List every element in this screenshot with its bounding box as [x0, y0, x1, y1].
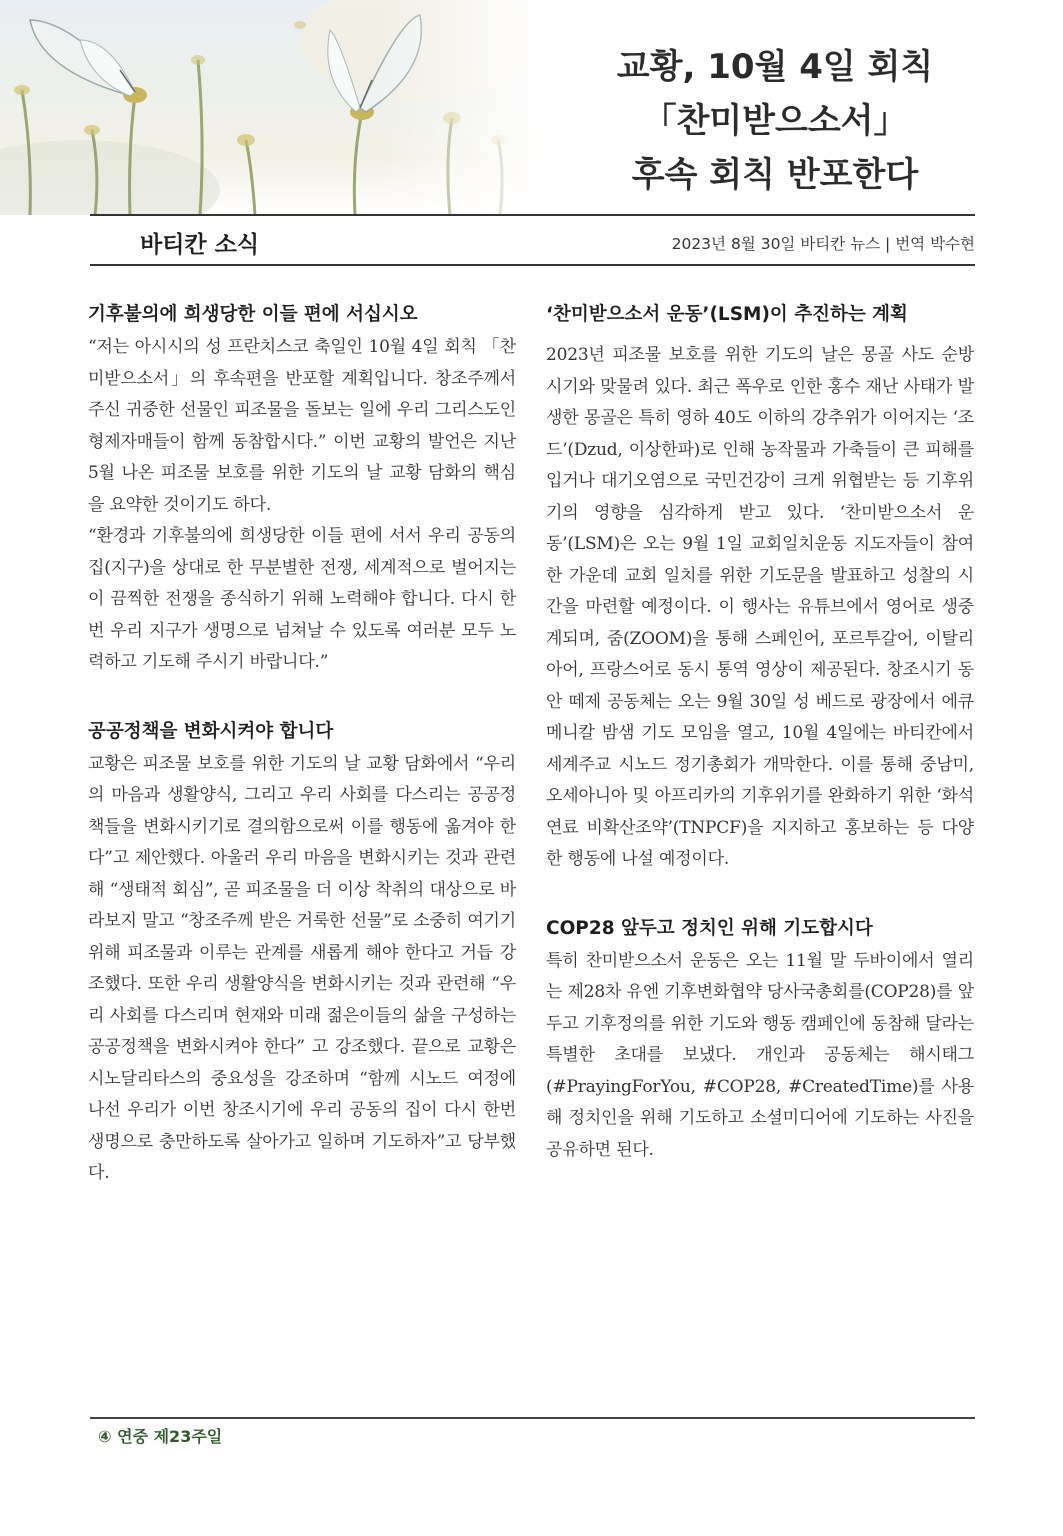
- article-title: [560, 40, 990, 202]
- paragraph-left-2: “환경과 기후불의에 희생당한 이들 편에 서서 우리 공동의 집(지구)을 상대로 한 무분별한 전쟁, 세계적으로 벌어지는 이 끔찍한 전쟁을 종식하기 위해 노력해야 합니다. 다시 한번 우리 지구가 생명으로 넘쳐날 수 있도록 여러분 모두 노력하고 기도해 주시기 바랍니다.”: [88, 526, 516, 672]
- section-name: 바티칸 소식: [140, 232, 260, 258]
- title-line-1: 교황, 10월 4일 회칙: [616, 47, 934, 87]
- butterfly-left-icon: [30, 20, 135, 96]
- byline: 2023년 8월 30일 바티칸 뉴스 | 번역 박수현: [671, 235, 975, 253]
- title-line-3: 후속 회칙 반포한다: [631, 155, 919, 195]
- paragraph-right-1: 2023년 피조물 보호를 위한 기도의 날은 몽골 사도 순방 시기와 맞물려 있다. 최근 폭우로 인한 홍수 재난 사태가 발생한 몽골은 특히 영하 40도 이하의 강추위가 이어지는 ‘조드’(Dzud, 이상한파)로 인해 농작물과 가축들이 큰 피해를 입거나 대기오염으로 국민건강이 크게 위협받는 등 기후위기의 영향을 심각하게 받고 있다. ‘찬미받으소서 운동’(LSM)은 오는 9월 1일 교회일치운동 지도자들이 참여한 가운데 교회 일치를 위한 기도문을 발표하고 성찰의 시간을 마련할 예정이다. 이 행사는 유튜브에서 영어로 생중계되며, 줌(ZOOM)을 통해 스페인어, 포르투갈어, 이탈리아어, 프랑스어로 동시 통역 영상이 제공된다. 창조시기 동안 떼제 공동체는 오는 9월 30일 성 베드로 광장에서 에큐메니칼 밤샘 기도 모임을 열고, 10월 4일에는 바티칸에서 세계주교 시노드 정기총회가 개막한다. 이를 통해 중남미, 오세아니아 및 아프리카의 기후위기를 완화하기 위한 ‘화석연료 비확산조약’(TNPCF)을 지지하고 홍보하는 등 다양한 행동에 나설 예정이다.: [546, 345, 974, 869]
- page-footer: ④ 연중 제23주일: [98, 1427, 223, 1446]
- paragraph-right-2: 특히 찬미받으소서 운동은 오는 11월 말 두바이에서 열리는 제28차 유엔 기후변화협약 당사국총회를(COP28)를 앞두고 기후정의를 위한 기도와 행동 캠페인에 동참해 달라는 특별한 초대를 보냈다. 개인과 공동체는 해시태그(#PrayingForYou, #COP28, #CreatedTime)를 사용해 정치인을 위해 기도하고 소셜미디어에 기도하는 사진을 공유하면 된다.: [546, 950, 974, 1160]
- paragraph-left-3: 교황은 피조물 보호를 위한 기도의 날 교황 담화에서 “우리의 마음과 생활양식, 그리고 우리 사회를 다스리는 공공정책들을 변화시키기로 결의함으로써 이를 행동에 옮겨야 한다”고 제안했다. 아울러 우리 마음을 변화시키는 것과 관련해 “생태적 회심”, 곧 피조물을 더 이상 착취의 대상으로 바라보지 말고 “창조주께 받은 거룩한 선물”로 소중히 여기기 위해 피조물과 이루는 관계를 새롭게 해야 한다고 거듭 강조했다. 또한 우리 생활양식을 변화시키는 것과 관련해 “우리 사회를 다스리며 현재와 미래 젊은이들의 삶을 구성하는 공공정책을 변화시켜야 한다” 고 강조했다. 끝으로 교황은 시노달리타스의 중요성을 강조하며 “함께 시노드 여정에 나선 우리가 이번 창조시기에 우리 공동의 집이 다시 한번 생명으로 충만하도록 살아가고 일하며 기도하자”고 당부했다.: [88, 753, 516, 1183]
- top-divider: [90, 214, 975, 216]
- heading-lsm-plan: ‘찬미받으소서 운동’(LSM)이 추진하는 계획: [546, 304, 908, 325]
- hero-image-butterflies: [0, 0, 560, 215]
- right-column: [546, 300, 974, 1166]
- footer-divider: [90, 1417, 975, 1419]
- header-divider: [90, 264, 975, 266]
- paragraph-left-1: “저는 아시시의 성 프란치스코 축일인 10월 4일 회칙 「찬미받으소서」의 후속편을 반포할 계획입니다. 창조주께서 주신 귀중한 선물인 피조물을 돌보는 일에 우리 그리스도인 형제자매들이 함께 동참합시다.” 이번 교황의 발언은 지난 5월 나온 피조물 보호를 위한 기도의 날 교황 담화의 핵심을 요약한 것이기도 하다.: [88, 337, 516, 515]
- heading-climate-injustice: 기후불의에 희생당한 이들 편에 서십시오: [88, 304, 418, 325]
- heading-cop28: COP28 앞두고 정치인 위해 기도합시다: [546, 917, 873, 939]
- title-line-2: 「찬미받으소서」: [642, 101, 908, 141]
- heading-public-policy: 공공정책을 변화시켜야 합니다: [88, 720, 334, 742]
- left-column: [88, 300, 516, 1190]
